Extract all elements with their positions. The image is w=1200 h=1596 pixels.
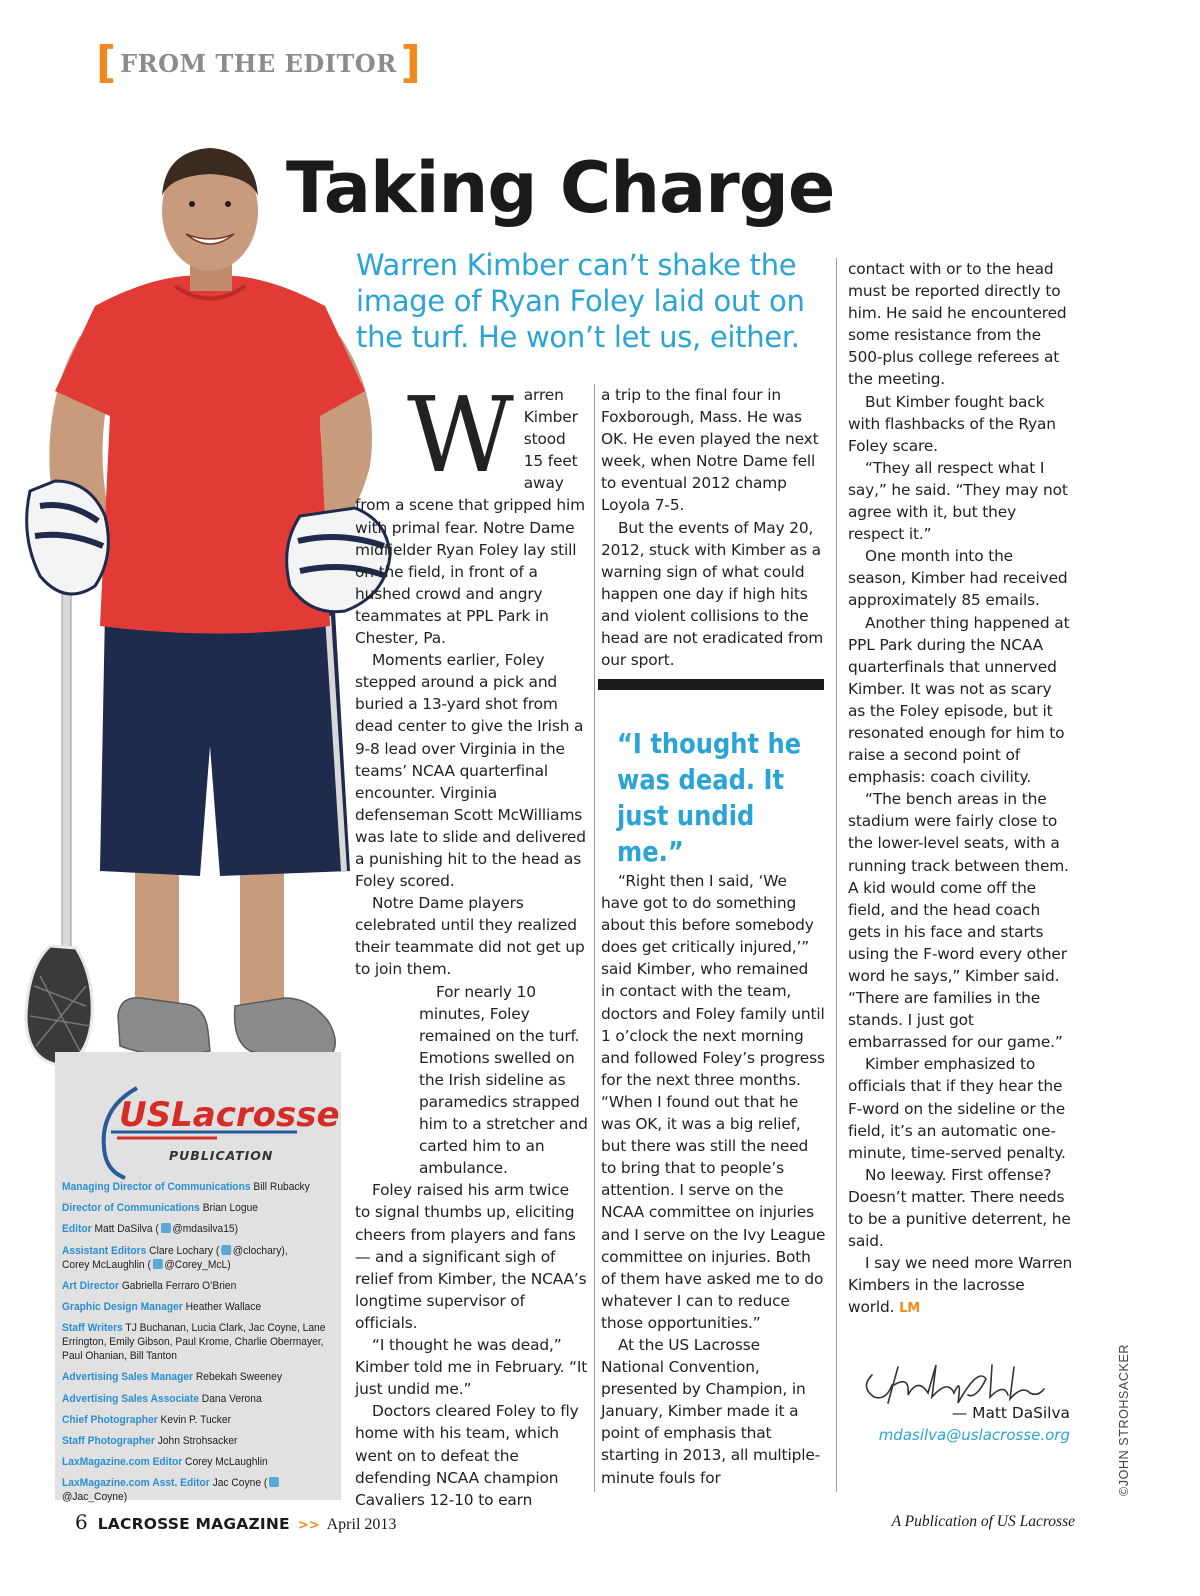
headline: Taking Charge (286, 147, 835, 229)
drop-cap: W (407, 374, 514, 496)
logo-wordmark: USLacrosse (119, 1095, 340, 1135)
column-rule (594, 384, 595, 1492)
twitter-handle[interactable]: @clochary (232, 1244, 282, 1257)
section-title: FROM THE EDITOR (120, 48, 397, 78)
twitter-icon (269, 1477, 279, 1487)
article-paragraph: “They all respect what I say,” he said. “They may not agree with it, but they respect it.” (848, 458, 1068, 544)
staff-entry: Advertising Sales Manager Rebekah Sweeney (62, 1371, 282, 1384)
article-column-3 (848, 258, 1073, 1321)
article-paragraph: contact with or to the head must be reported directly to him. He said he encountered some resistance from the 500-plus college referees at the meeting. (848, 260, 1067, 389)
staff-entry: Advertising Sales Associate Dana Verona (62, 1392, 262, 1405)
section-header (96, 37, 421, 88)
article-paragraph: No leeway. First offense? Doesn’t matter. There needs to be a punitive deterrent, he said. (848, 1165, 1071, 1251)
left-bracket: [ (96, 37, 117, 88)
column-rule (836, 258, 837, 1492)
lacrosse-stick (26, 556, 92, 1064)
right-bracket: ] (400, 37, 421, 88)
article-paragraph: Notre Dame players celebrated until they realized their teammate did not get up to join them. (355, 894, 585, 979)
article-paragraph: For nearly 10 minutes, Foley remained on the turf. Emotions swelled on the Irish sideline as paramedics strapped him to a stretcher and carted him to an ambulance. (419, 982, 588, 1178)
footer-arrow-icon: >> (297, 1518, 320, 1533)
article-paragraph: a trip to the final four in Foxborough, Mass. He was OK. He even played the next week, when Notre Dame fell to eventual 2012 champ Loyola 7-5. (601, 386, 819, 515)
article-column-2 (601, 384, 826, 671)
article-paragraph: “The bench areas in the stadium were fairly close to the lower-level seats, with a running track between them. A kid would come off the field, and the head coach gets in his face and starts using the F-word every other word he says,” Kimber said. “There are families in the stands. I just got embarrassed for our game.” (848, 790, 1069, 1052)
pull-quote-bar (598, 679, 824, 690)
closing-paragraph (848, 1252, 1073, 1320)
staff-entry: Editor Matt DaSilva ( @mdasilva15) (62, 1223, 239, 1236)
article-paragraph: “I thought he was dead,” Kimber told me in February. “It just undid me.” (355, 1336, 588, 1399)
photo-credit-text: ©JOHN STROHSACKER (1117, 1343, 1131, 1496)
masthead (55, 1052, 341, 1504)
staff-entry: LaxMagazine.com Asst. Editor Jac Coyne (@Jac_Coyne) (62, 1476, 337, 1504)
twitter-icon (221, 1245, 231, 1255)
staff-entry: LaxMagazine.com Editor Corey McLaughlin (62, 1456, 268, 1469)
staff-entry: Director of Communications Brian Logue (62, 1202, 258, 1215)
staff-entry: Graphic Design Manager Heather Wallace (62, 1300, 262, 1313)
article-paragraph: Kimber emphasized to officials that if they hear the F-word on the sideline or the field, it’s an automatic one-minute, time-served penalty. (848, 1055, 1066, 1162)
footer-publication-note: A Publication of US Lacrosse (891, 1513, 1075, 1530)
twitter-handle[interactable]: @Jac_Coyne (62, 1491, 124, 1504)
dek: Warren Kimber can’t shake the image of Ryan Foley laid out on the turf. He won’t let us, either. (356, 248, 805, 354)
staff-entry: Managing Director of Communications Bill Rubacky (62, 1181, 310, 1193)
article-paragraph: One month into the season, Kimber had received approximately 85 emails. (848, 547, 1068, 610)
staff-entry: Assistant Editors Clare Lochary ( @clochary), Corey McLaughlin ( @Corey_McL) (62, 1244, 288, 1271)
article-paragraph: arren Kimber stood 15 feet away from a scene that gripped him with primal fear. Notre Dame midfielder Ryan Foley lay still on the field, in front of a hushed crowd and angry teammates at PPL Park in Chester, Pa. (355, 386, 585, 648)
end-mark: LM (899, 1301, 921, 1317)
issue-date: April 2013 (326, 1516, 397, 1533)
photo-credit (1115, 1330, 1133, 1500)
staff-entry: Chief Photographer Kevin P. Tucker (62, 1413, 232, 1426)
article-paragraph: But Kimber fought back with flashbacks of the Ryan Foley scare. (848, 392, 1056, 455)
article-paragraph: Another thing happened at PPL Park during the NCAA quarterfinals that unnerved Kimber. It was not as scary as the Foley episode, but it resonated enough for him to raise a second point of emphasis: coach civility. (848, 613, 1070, 787)
article-column-1 (355, 374, 588, 1511)
pull-quote: “I thought he was dead. It just undid me.” (617, 728, 802, 868)
article-paragraph: But the events of May 20, 2012, stuck with Kimber as a warning sign of what could happen one day if high hits and violent collisions to the head are not eradicated from our sport. (601, 518, 824, 670)
page-number: 6 (75, 1510, 88, 1534)
staff-list (62, 1180, 337, 1511)
magazine-name: LACROSSE MAGAZINE (97, 1515, 290, 1533)
closing-text: I say we need more Warren Kimbers in the lacrosse world. (848, 1254, 1073, 1317)
twitter-icon (161, 1223, 171, 1233)
twitter-handle[interactable]: @mdasilva15 (172, 1223, 235, 1236)
us-lacrosse-logo (97, 1080, 340, 1180)
twitter-handle[interactable]: @Corey_McL (164, 1258, 228, 1271)
footer-folio (75, 1510, 396, 1534)
staff-entry: Art Director Gabriella Ferraro O’Brien (62, 1279, 237, 1292)
article-paragraph: At the US Lacrosse National Convention, presented by Champion, in January, Kimber made it a point of emphasis that starting in 2013, all multiple-minute fouls for (601, 1335, 821, 1487)
player-photo (10, 136, 410, 1066)
staff-entry: Staff Photographer John Strohsacker (62, 1434, 238, 1447)
twitter-icon (153, 1259, 163, 1269)
staff-entry: Staff Writers TJ Buchanan, Lucia Clark, Jac Coyne, Lane Errington, Emily Gibson, Paul Krome, Charlie Obermayer, Paul Ohanian, Bill Tanton (62, 1322, 326, 1363)
article-paragraph: Moments earlier, Foley stepped around a pick and buried a 13-yard shot from dead center to give the Irish a 9-8 lead over Virginia in the teams’ NCAA quarterfinal encounter. Virginia defenseman Scott McWilliams was late to slide and delivered a punishing hit to the head as Foley scored. (355, 651, 586, 891)
logo-subtitle: PUBLICATION (169, 1148, 274, 1163)
article-column-2-continued (601, 870, 826, 1489)
article-paragraph: Doctors cleared Foley to fly home with his team, which went on to defeat the defending NCAA champion Cavaliers 12-10 to earn (355, 1402, 579, 1509)
signoff-name: — Matt DaSilva (951, 1404, 1070, 1422)
article-paragraph: “Right then I said, ‘We have got to do something about this before somebody does get critically injured,’” said Kimber, who remained in contact with the team, doctors and Foley family until 1 o’clock the next morning and followed Foley’s progress for the next three months. “When I found out that he was OK, it was a big relief, but there was still the need to bring that to people’s attention. I serve on the NCAA committee on injuries and I serve on the Ivy League committee on injuries. Both of them have asked me to do whatever I can to reduce those opportunities.” (601, 872, 826, 1332)
signoff-email-link[interactable]: mdasilva@uslacrosse.org (878, 1426, 1070, 1444)
article-paragraph: Foley raised his arm twice to signal thumbs up, eliciting cheers from players and fans — and a significant sigh of relief from Kimber, the NCAA’s longtime supervisor of officials. (355, 1181, 587, 1332)
